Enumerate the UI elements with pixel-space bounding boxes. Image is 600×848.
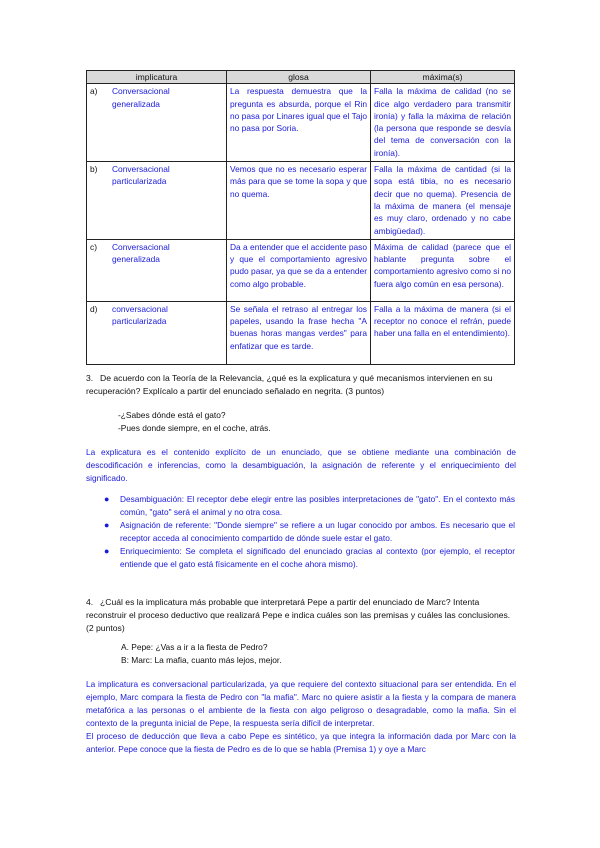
row-maxima: Falla a la máxima de manera (si el receptor no conoce el refrán, puede haber una falla en el entendimiento). xyxy=(371,301,515,364)
bullet-icon: ● xyxy=(104,494,110,504)
question-3 xyxy=(86,372,516,398)
row-label: b) xyxy=(90,164,98,175)
question-3-answer: La explicatura es el contenido explícito de un enunciado, que se obtiene mediante una combinación de descodificación e inferencias, como la desambiguación, la asignación de referente y el enriquecimiento del significado. xyxy=(86,447,516,483)
answer-paragraph: La implicatura es conversacional particularizada, ya que requiere del contexto situacional para ser entendida. En el ejemplo, Marc compara la fiesta de Pedro con "la mafia". Marc no quiere asistir a la fiesta y la compara de manera metafórica a las personas o el ambiente de la fiesta con algo peligroso o desagradable, como la mafia. Sin el contexto de la pregunta inicial de Pepe, la respuesta sería difícil de interpretar. xyxy=(86,679,516,728)
question-4-text: ¿Cuál es la implicatura más probable que interpretará Pepe a partir del enunciado de Marc? Intenta reconstruir el proceso deductivo que realizará Pepe e indica cuáles son las premisas y cuáles las conclusiones. (2 puntos) xyxy=(86,597,511,633)
row-glosa: Da a entender que el accidente paso y que el comportamiento agresivo pudo pasar, ya que se da a entender como algo probable. xyxy=(227,239,371,301)
row-label: c) xyxy=(90,241,97,252)
row-type: Conversacional generalizada xyxy=(112,86,170,109)
table-row xyxy=(87,84,515,162)
list-item: ● Enriquecimiento: Se completa el significado del enunciado gracias al contexto (por ejemplo, el receptor entiende que el gato está físicamente en el coche ahora mismo). xyxy=(104,546,515,569)
dialogue-line: A. Pepe: ¿Vas a ir a la fiesta de Pedro? xyxy=(121,642,268,652)
row-maxima: Falla la máxima de cantidad (si la sopa está tibia, no es necesario decir que no quema). Presencia de la máxima de manera (el mensaje es muy claro, ordenado y no cabe ambigüedad). xyxy=(371,162,515,240)
bullet-icon: ● xyxy=(104,546,110,556)
question-3-text: De acuerdo con la Teoría de la Relevancia, ¿qué es la explicatura y qué mecanismos intervienen en su recuperación? Explícalo a partir del enunciado señalado en negrita. (3 puntos) xyxy=(86,373,493,396)
row-type: conversacional particularizada xyxy=(112,303,168,327)
header-maximas: máxima(s) xyxy=(371,71,515,84)
row-maxima: Máxima de calidad (parece que el hablante pregunta sobre el comportamiento agresivo como si no fuera algo común en esa persona). xyxy=(371,239,515,301)
row-type: Conversacional generalizada xyxy=(112,241,170,265)
question-3-number: 3. xyxy=(86,373,94,383)
row-label: a) xyxy=(90,86,98,97)
dialogue-line: -Pues donde siempre, en el coche, atrás. xyxy=(118,422,271,433)
row-glosa: Se señala el retraso al entregar los papeles, usando la frase hecha "A buenas horas mangas verdes" para enfatizar que es tarde. xyxy=(227,301,371,364)
table-header-row xyxy=(87,71,515,84)
header-implicatura: implicatura xyxy=(87,71,227,84)
row-type: Conversacional particularizada xyxy=(112,164,170,187)
dialogue-line: -¿Sabes dónde está el gato? xyxy=(118,410,226,420)
implicatures-table xyxy=(86,70,515,365)
question-4 xyxy=(86,596,516,635)
row-glosa: La respuesta demuestra que la pregunta es absurda, porque el Rin no pasa por Linares igual que el Tajo no pasa por Soria. xyxy=(227,84,371,162)
question-4-number: 4. xyxy=(86,597,94,607)
dialogue-line: B: Marc: La mafia, cuanto más lejos, mejor. xyxy=(121,654,282,665)
question-4-dialogue xyxy=(121,641,282,666)
table-row xyxy=(87,239,515,301)
row-label: d) xyxy=(90,303,98,314)
row-glosa: Vemos que no es necesario esperar más para que se tome la sopa y que no quema. xyxy=(227,162,371,240)
question-3-bullets xyxy=(100,493,515,571)
list-item: ● Desambiguación: El receptor debe elegir entre las posibles interpretaciones de "gato". En el contexto más común, "gato" será el animal y no otra cosa. xyxy=(104,494,515,517)
table-row xyxy=(87,162,515,240)
row-maxima: Falla la máxima de calidad (no se dice algo verdadero para transmitir ironía) y falla la máxima de relación (la persona que responde se desvía del tema de conversación con la ironía). xyxy=(371,84,515,162)
table-row xyxy=(87,301,515,364)
question-4-answer xyxy=(86,678,516,756)
header-glosa: glosa xyxy=(227,71,371,84)
list-item: ● Asignación de referente: "Donde siempre" se refiere a un lugar conocido por ambos. Es necesario que el receptor acceda al conocimiento compartido de dónde suele estar el gato. xyxy=(104,520,515,543)
bullet-icon: ● xyxy=(104,520,110,530)
answer-paragraph: El proceso de deducción que lleva a cabo Pepe es sintético, ya que integra la información dada por Marc con la anterior. Pepe conoce que la fiesta de Pedro es de lo que se habla (Premisa 1) y oye a Marc xyxy=(86,731,516,754)
question-3-dialogue xyxy=(118,409,271,434)
